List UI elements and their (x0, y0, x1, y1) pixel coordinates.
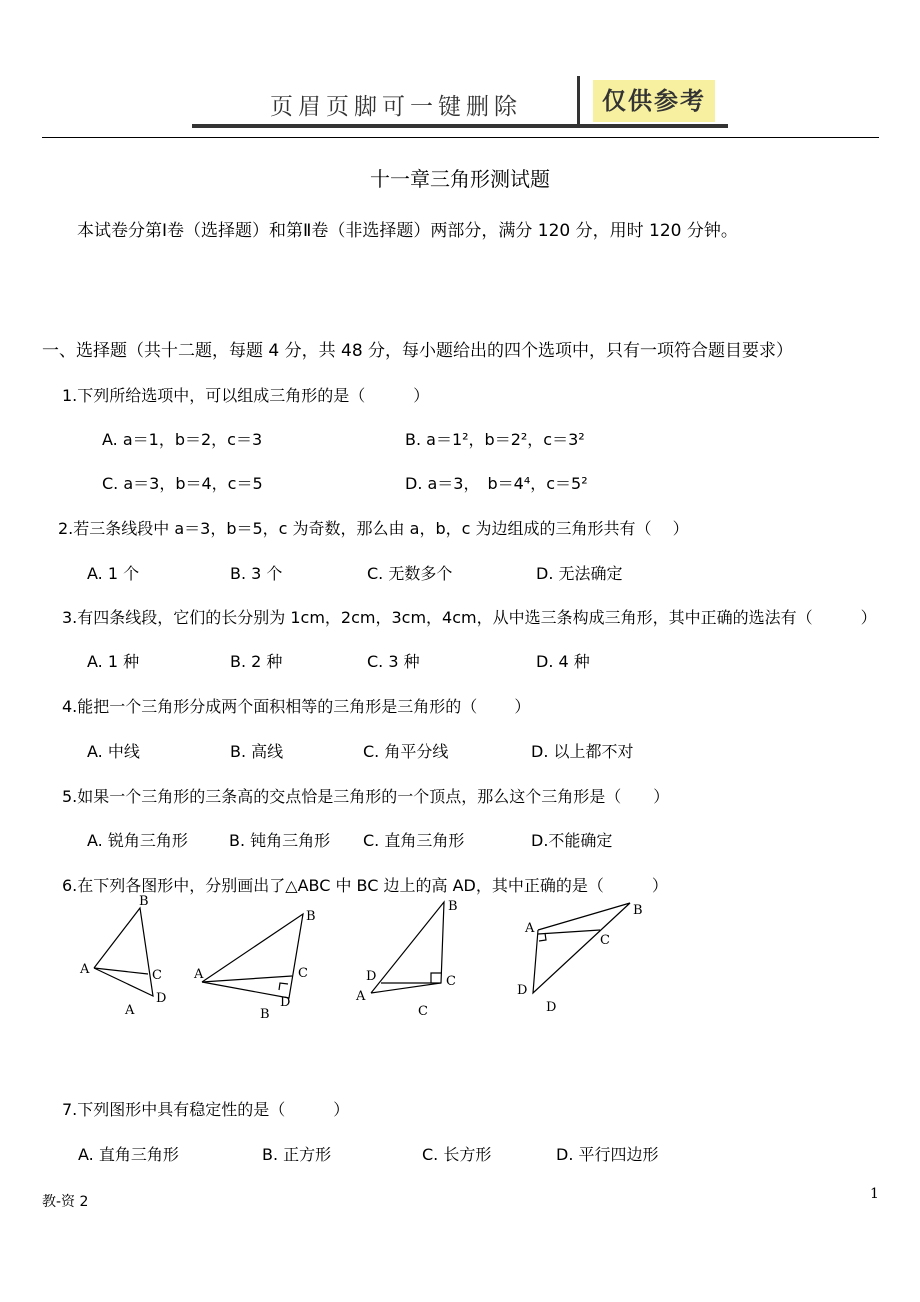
figure-4-label: C (600, 933, 610, 948)
option-b: B. 正方形 (262, 1145, 332, 1164)
figure-3-label: A (356, 989, 366, 1004)
option-c: C. 无数多个 (367, 564, 453, 583)
option-d: D. 以上都不对 (531, 742, 634, 761)
figure-1-label: A (125, 1003, 135, 1018)
option-d: D. 无法确定 (536, 564, 623, 583)
question-stem: 2.若三条线段中 a＝3，b＝5，c 为奇数，那么由 a，b，c 为边组成的三角形共有（ ） (58, 519, 689, 538)
option-b: B. 2 种 (230, 652, 283, 671)
option-a: A. 锐角三角形 (87, 831, 188, 850)
question-stem: 5.如果一个三角形的三条高的交点恰是三角形的一个顶点，那么这个三角形是（ ） (62, 787, 670, 806)
option-c: C. 3 种 (367, 652, 420, 671)
page-title: 十一章三角形测试题 (370, 167, 550, 191)
figure-3-label: C (446, 974, 456, 989)
question-stem: 7.下列图形中具有稳定性的是（ ） (62, 1100, 350, 1119)
figure-1-label: B (139, 894, 149, 909)
figure-2-triangle (202, 914, 303, 998)
option-c: C. a＝3，b＝4，c＝5 (102, 474, 263, 493)
figure-3-label: C (418, 1004, 428, 1019)
page-number: 1 (870, 1186, 879, 1202)
figure-4-label: D (517, 983, 528, 998)
question-stem: 4.能把一个三角形分成两个面积相等的三角形是三角形的（ ） (62, 697, 531, 716)
figure-1-label: C (152, 968, 162, 983)
figure-2-label: D (280, 995, 291, 1010)
triangle-figures (0, 890, 920, 1030)
option-b: B. a＝1²，b＝2²，c＝3² (405, 430, 585, 449)
option-a: A. 直角三角形 (78, 1145, 179, 1164)
option-c: C. 角平分线 (363, 742, 449, 761)
section-heading: 一、选择题（共十二题，每题 4 分，共 48 分，每小题给出的四个选项中，只有一项符合题目要求） (42, 341, 794, 361)
intro-text: 本试卷分第Ⅰ卷（选择题）和第Ⅱ卷（非选择题）两部分，满分 120 分，用时 120 分钟。 (77, 221, 738, 241)
option-a: A. 中线 (87, 742, 140, 761)
question-stem: 1.下列所给选项中，可以组成三角形的是（ ） (62, 386, 430, 405)
figure-1-label: A (80, 962, 90, 977)
figure-4-label: B (633, 903, 643, 918)
figure-4-label: A (525, 921, 535, 936)
figure-2-label: B (260, 1007, 270, 1022)
option-d: D. a＝3， b＝4⁴，c＝5² (405, 474, 588, 493)
question-stem: 6.在下列各图形中，分别画出了△ABC 中 BC 边上的高 AD，其中正确的是（ ） (62, 876, 668, 895)
figure-4-label: D (546, 1000, 557, 1015)
header-banner-text: 页眉页脚可一键删除 (270, 94, 522, 120)
header-banner-separator (577, 76, 580, 124)
figure-3-label: D (366, 969, 377, 984)
figure-2-label: C (298, 966, 308, 981)
option-a: A. a＝1，b＝2，c＝3 (102, 430, 263, 449)
option-d: D. 4 种 (536, 652, 590, 671)
option-b: B. 高线 (230, 742, 284, 761)
option-c: C. 直角三角形 (363, 831, 465, 850)
option-c: C. 长方形 (422, 1145, 492, 1164)
option-b: B. 3 个 (230, 564, 283, 583)
reference-badge (593, 80, 715, 122)
figure-1-label: D (156, 991, 167, 1006)
header-banner-underline (192, 124, 728, 128)
reference-badge-text: 仅供参考 (602, 87, 706, 115)
question-stem: 3.有四条线段，它们的长分别为 1cm，2cm，3cm，4cm，从中选三条构成三角形，其中正确的选法有（ ） (62, 608, 877, 627)
option-a: A. 1 种 (87, 652, 140, 671)
option-d: D. 平行四边形 (556, 1145, 659, 1164)
figure-2-label: B (306, 909, 316, 924)
figure-3-triangle (371, 902, 444, 993)
option-a: A. 1 个 (87, 564, 140, 583)
figure-2-label: A (194, 967, 204, 982)
option-b: B. 钝角三角形 (229, 831, 331, 850)
footer-left-text: 教-资 2 (42, 1194, 89, 1210)
figure-1-triangle (94, 908, 153, 996)
figure-4-triangle (533, 903, 630, 993)
option-d: D.不能确定 (531, 831, 613, 850)
header-rule (42, 137, 879, 138)
figure-3-label: B (448, 899, 458, 914)
